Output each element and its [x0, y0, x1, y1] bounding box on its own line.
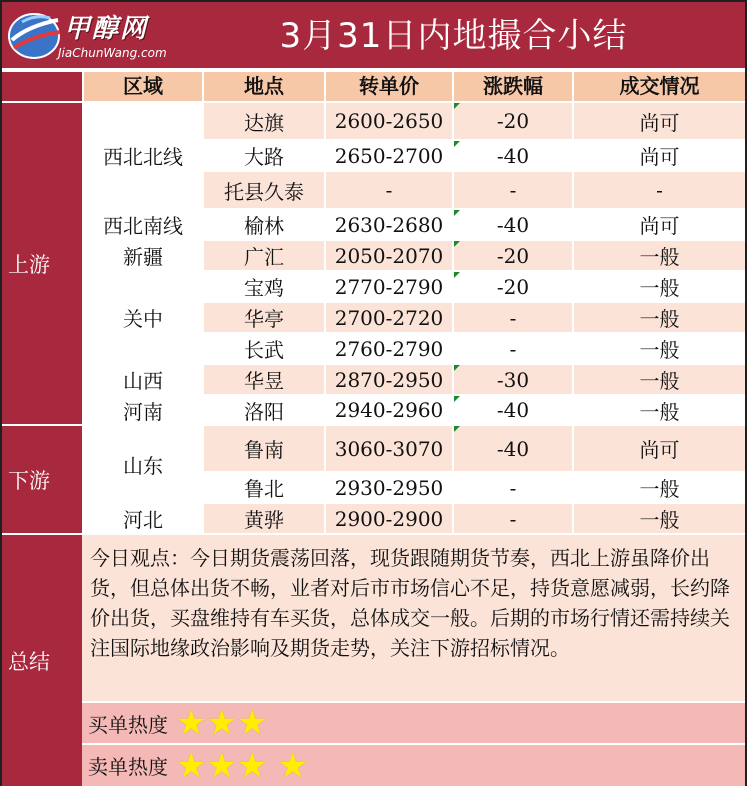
change-marker-icon	[454, 396, 460, 402]
status-value: 一般	[639, 399, 680, 424]
cell-change	[454, 396, 572, 424]
price-value: 3060-3070	[334, 436, 444, 461]
sell-heat-stars	[176, 745, 308, 786]
group-upstream-label: 上游	[8, 252, 50, 277]
cell-place	[204, 365, 324, 394]
cell-price	[326, 272, 452, 301]
cell-status	[574, 272, 745, 301]
status-value: 一般	[639, 245, 680, 269]
cell-status	[574, 210, 745, 239]
region-cell	[84, 365, 202, 394]
cell-status	[574, 473, 745, 502]
cell-price	[326, 210, 452, 239]
change-value: -20	[496, 274, 530, 299]
change-value: -30	[496, 367, 530, 392]
cell-price	[326, 303, 452, 332]
column-header-status: 成交情况	[574, 72, 745, 101]
cell-status	[574, 365, 745, 394]
status-value: 一般	[639, 338, 680, 362]
cell-place	[204, 241, 324, 270]
place-value: 广汇	[244, 245, 284, 269]
group-summary	[2, 535, 82, 786]
star-icon: ★	[206, 703, 237, 743]
status-value: 尚可	[639, 145, 680, 169]
cell-price	[326, 141, 452, 170]
cell-place	[204, 303, 324, 332]
sell-heat-row	[82, 745, 745, 786]
cell-change	[454, 303, 572, 332]
change-value: -	[509, 475, 517, 500]
price-value: 2700-2720	[334, 305, 444, 330]
cell-place	[204, 396, 324, 424]
cell-place	[204, 473, 324, 502]
cell-status	[574, 303, 745, 332]
status-value: 尚可	[639, 110, 680, 135]
cell-price	[326, 473, 452, 502]
change-value: -20	[496, 109, 530, 133]
group-downstream-label: 下游	[8, 468, 50, 493]
region-label: 河南	[123, 399, 163, 424]
cell-status	[574, 172, 745, 208]
column-header-place: 地点	[204, 72, 324, 101]
column-header-change: 涨跌幅	[454, 72, 572, 101]
region-label: 西北北线	[103, 145, 183, 169]
status-value: 一般	[639, 369, 680, 393]
cell-place	[204, 141, 324, 170]
cell-status	[574, 396, 745, 424]
cell-place	[204, 210, 324, 239]
group-summary-label: 总结	[8, 649, 50, 674]
cell-place	[204, 504, 324, 533]
cell-price	[326, 396, 452, 424]
group-upstream	[2, 103, 82, 424]
change-value: -	[509, 336, 517, 361]
column-header-region: 区域	[84, 72, 202, 101]
cell-place	[204, 172, 324, 208]
change-value: -20	[496, 243, 530, 268]
price-value: 2900-2900	[334, 506, 444, 531]
change-marker-icon	[454, 141, 460, 147]
place-value: 华亭	[244, 307, 284, 331]
page-title: 3月31日内地撮合小结	[279, 16, 628, 56]
price-value: 2930-2950	[334, 475, 444, 500]
price-value: -	[385, 178, 393, 202]
status-value: 尚可	[639, 214, 680, 238]
star-icon: ★	[176, 745, 207, 786]
cell-change	[454, 141, 572, 170]
cell-change	[454, 272, 572, 301]
cell-status	[574, 103, 745, 139]
price-value: 2870-2950	[334, 367, 444, 392]
region-cell	[84, 396, 202, 424]
change-marker-icon	[454, 210, 460, 216]
cell-change	[454, 473, 572, 502]
change-value: -40	[496, 212, 530, 237]
change-marker-icon	[454, 241, 460, 247]
price-value: 2760-2790	[334, 336, 444, 361]
region-label: 河北	[123, 508, 163, 532]
price-value: 2600-2650	[334, 109, 444, 133]
region-cell	[84, 210, 202, 239]
region-label: 关中	[123, 307, 163, 331]
cell-change	[454, 334, 572, 363]
region-label: 山西	[123, 369, 163, 393]
place-value: 大路	[244, 145, 284, 169]
change-marker-icon	[454, 272, 460, 278]
region-label: 西北南线	[103, 214, 183, 238]
header-bar	[2, 2, 745, 70]
group-downstream	[2, 426, 82, 533]
cell-change	[454, 504, 572, 533]
status-value: -	[656, 178, 663, 202]
change-value: -40	[496, 436, 530, 461]
cell-status	[574, 504, 745, 533]
cell-place	[204, 272, 324, 301]
cell-status	[574, 334, 745, 363]
change-value: -	[509, 305, 517, 330]
cell-place	[204, 426, 324, 471]
price-value: 2940-2960	[334, 398, 444, 422]
change-value: -	[509, 178, 517, 202]
buy-heat-stars	[176, 703, 268, 743]
cell-place	[204, 103, 324, 139]
change-marker-icon	[454, 426, 460, 432]
star-icon: ★	[206, 745, 237, 786]
region-label: 新疆	[123, 245, 163, 269]
cell-change	[454, 210, 572, 239]
price-value: 2630-2680	[334, 212, 444, 237]
cell-change	[454, 172, 572, 208]
region-cell	[84, 272, 202, 363]
corner-cell	[2, 72, 82, 101]
change-value: -40	[496, 143, 530, 168]
region-cell	[84, 426, 202, 502]
price-value: 2650-2700	[334, 143, 444, 168]
cell-price	[326, 365, 452, 394]
status-value: 一般	[639, 276, 680, 300]
cell-price	[326, 241, 452, 270]
region-cell	[84, 103, 202, 208]
status-value: 一般	[639, 508, 680, 532]
change-marker-icon	[454, 365, 460, 371]
change-marker-icon	[454, 103, 460, 109]
cell-price	[326, 103, 452, 139]
place-value: 托县久泰	[224, 179, 304, 204]
change-value: -40	[496, 398, 530, 422]
cell-price	[326, 426, 452, 471]
place-value: 鲁南	[244, 438, 284, 462]
place-value: 黄骅	[244, 508, 284, 532]
status-value: 一般	[639, 477, 680, 501]
buy-heat-row	[82, 703, 745, 743]
globe-icon	[6, 6, 66, 64]
region-cell	[84, 241, 202, 270]
jiachunwang-logo	[6, 6, 167, 64]
change-value: -	[509, 506, 517, 531]
price-value: 2770-2790	[334, 274, 444, 299]
cell-change	[454, 365, 572, 394]
cell-price	[326, 172, 452, 208]
region-cell	[84, 504, 202, 533]
place-value: 洛阳	[244, 399, 284, 424]
star-icon: ★	[236, 703, 268, 743]
cell-price	[326, 334, 452, 363]
status-value: 一般	[639, 307, 680, 331]
star-icon: ★	[277, 745, 308, 786]
logo-en-text: JiaChunWang.com	[58, 46, 167, 60]
column-header-price: 转单价	[326, 72, 452, 101]
cell-price	[326, 504, 452, 533]
cell-change	[454, 241, 572, 270]
cell-change	[454, 103, 572, 139]
place-value: 长武	[244, 338, 284, 362]
place-value: 榆林	[244, 214, 284, 238]
cell-change	[454, 426, 572, 471]
place-value: 宝鸡	[244, 276, 284, 300]
place-value: 鲁北	[244, 477, 284, 501]
buy-heat-label: 买单热度	[88, 712, 168, 737]
price-value: 2050-2070	[334, 243, 444, 268]
logo-cn-text: 甲醇网	[64, 14, 149, 44]
region-label: 山东	[123, 453, 163, 478]
status-value: 尚可	[639, 438, 680, 462]
star-icon: ★	[176, 703, 207, 743]
cell-status	[574, 141, 745, 170]
cell-place	[204, 334, 324, 363]
place-value: 华昱	[244, 369, 284, 393]
star-icon: ★	[236, 745, 268, 786]
place-value: 达旗	[244, 110, 284, 135]
cell-status	[574, 426, 745, 471]
cell-status	[574, 241, 745, 270]
summary-text: 今日观点：今日期货震荡回落，现货跟随期货节奏，西北上游虽降价出货，但总体出货不畅，业者对后市市场信心不足，持货意愿减弱，长约降价出货，买盘维持有车买货，总体成交一般。后期的市场行情还需持续关注国际地缘政治影响及期货走势，关注下游招标情况。	[82, 535, 745, 701]
sell-heat-label: 卖单热度	[88, 755, 168, 779]
